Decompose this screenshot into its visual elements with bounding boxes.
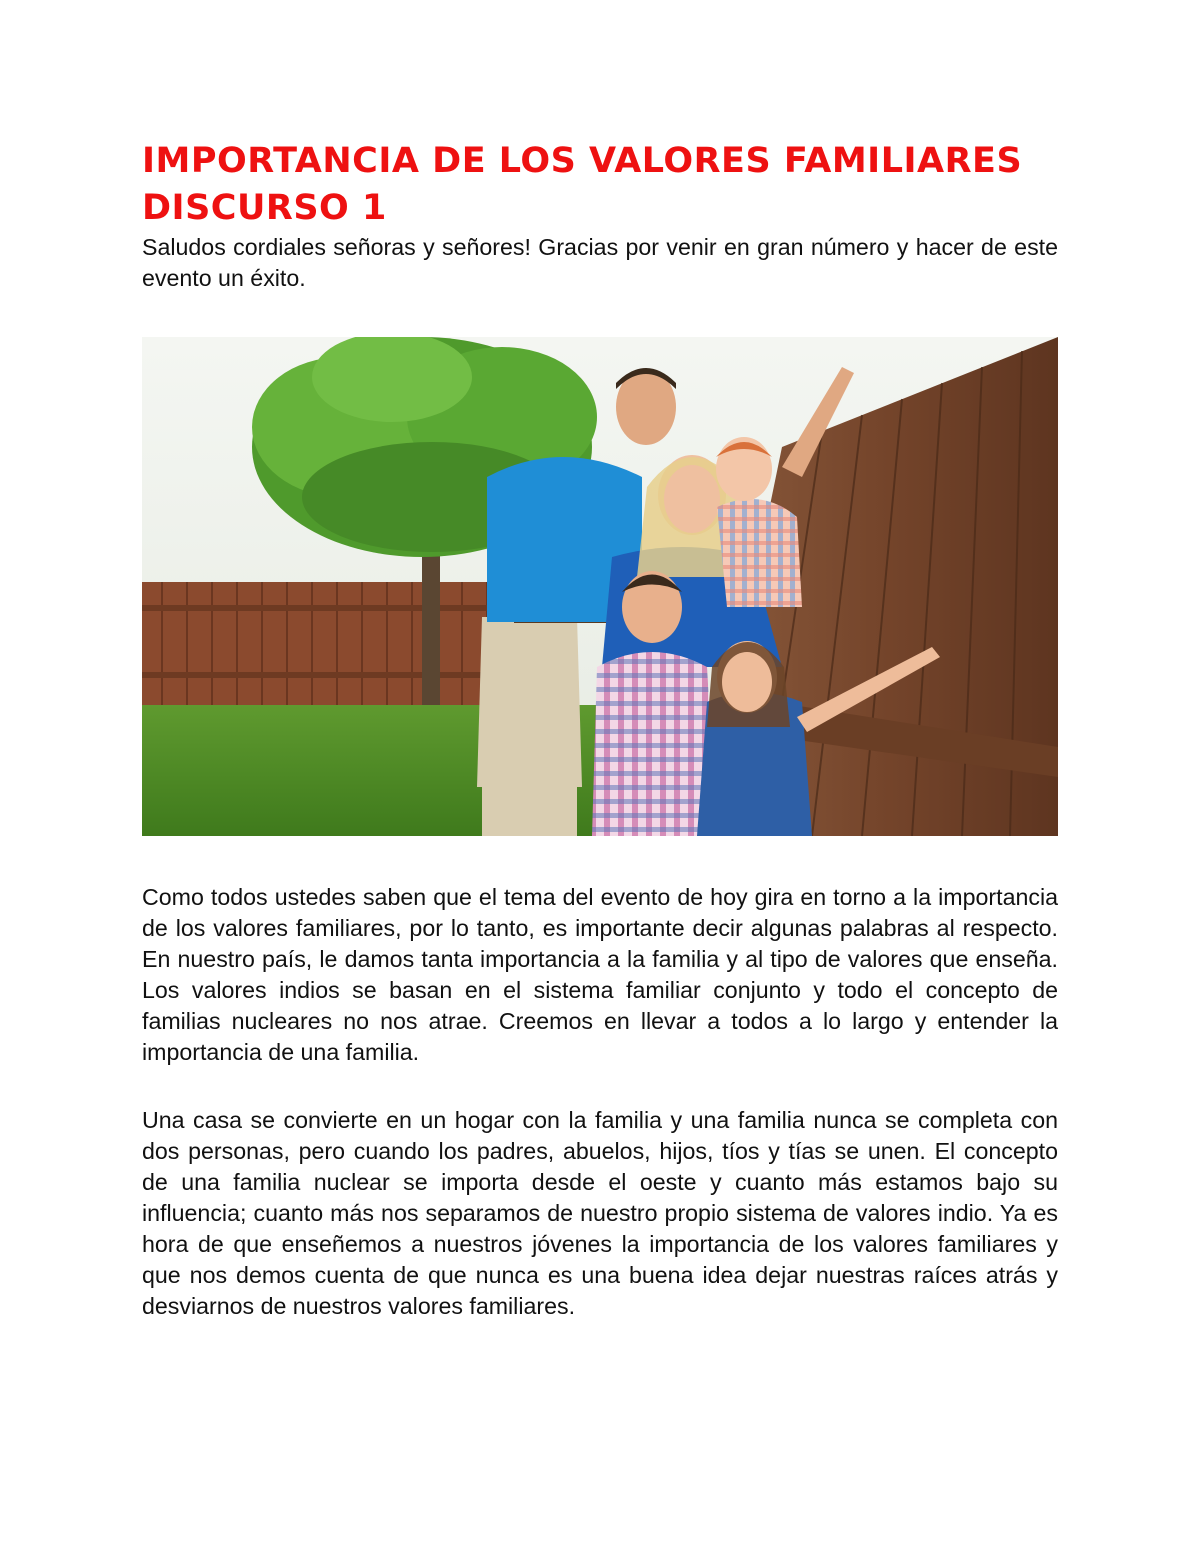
title-line-2: DISCURSO 1 bbox=[142, 188, 387, 228]
document-title bbox=[142, 138, 1058, 232]
family-photo bbox=[142, 337, 1058, 836]
back-fence bbox=[142, 582, 522, 712]
document-page bbox=[142, 138, 1058, 1322]
intro-paragraph: Saludos cordiales señoras y señores! Gracias por venir en gran número y hacer de este evento un éxito. bbox=[142, 234, 1058, 291]
body-paragraph-2: Una casa se convierte en un hogar con la familia y una familia nunca se completa con dos personas, pero cuando los padres, abuelos, hijos, tíos y tías se unen. El concepto de una familia nuclear se importa desde el oeste y cuanto más estamos bajo su influencia; cuanto más nos separamos de nuestro propio sistema de valores indio. Ya es hora de que enseñemos a nuestros jóvenes la importancia de los valores familiares y que nos demos cuenta de que nunca es una buena idea dejar nuestras raíces atrás y desviarnos de nuestros valores familiares. bbox=[142, 1107, 1058, 1319]
title-line-1: IMPORTANCIA DE LOS VALORES FAMILIARES bbox=[142, 141, 1023, 181]
body-paragraph-1: Como todos ustedes saben que el tema del evento de hoy gira en torno a la importancia de los valores familiares, por lo tanto, es importante decir algunas palabras al respecto. En nuestro país, le damos tanta importancia a la familia y al tipo de valores que enseña. Los valores indios se basan en el sistema familiar conjunto y todo el concepto de familias nucleares no nos atrae. Creemos en llevar a todos a lo largo y entender la importancia de una familia. bbox=[142, 884, 1058, 1065]
